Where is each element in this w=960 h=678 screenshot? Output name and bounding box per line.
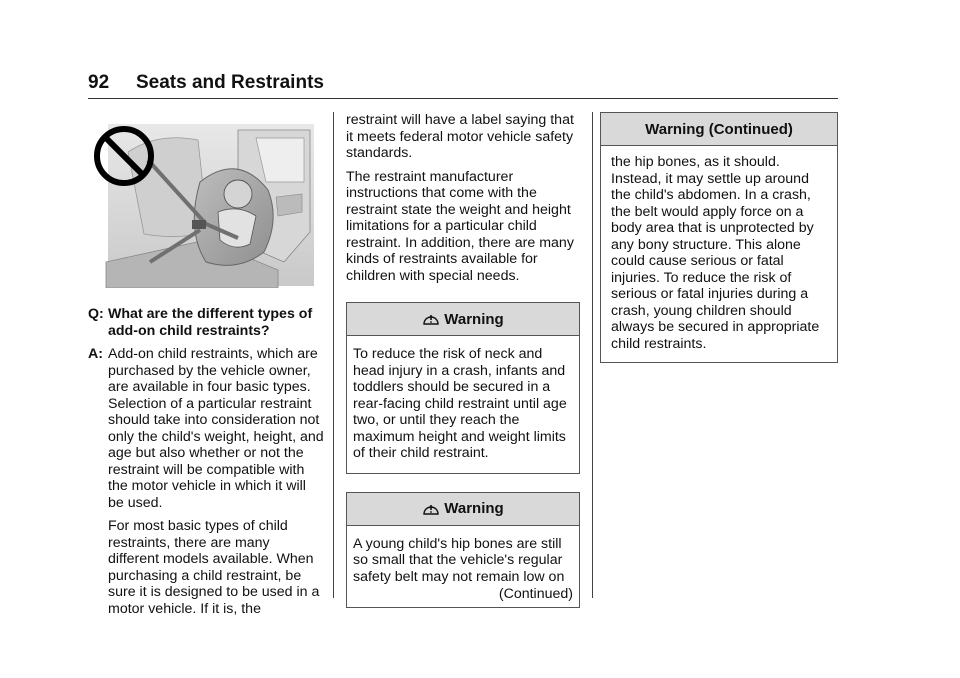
question-block — [88, 306, 324, 339]
answer-label: A: — [88, 346, 103, 362]
question-label: Q: — [88, 306, 104, 322]
warning-title: Warning — [444, 310, 504, 328]
question-text: What are the different types of add-on child restraints? — [108, 306, 313, 339]
right-column — [600, 112, 838, 363]
warning-box — [346, 302, 580, 474]
warning-title: Warning — [444, 500, 504, 517]
body-paragraph: restraint will have a label saying that it meets federal motor vehicle safety standards. — [346, 112, 574, 161]
middle-column — [346, 112, 580, 608]
left-column — [88, 112, 324, 617]
warning-header — [601, 113, 837, 146]
warning-icon — [422, 500, 440, 518]
body-paragraph: The restraint manufacturer instructions that come with the restraint state the weight and height limitations for a particular child restraint. In addition, there are many kinds of restraints available for children with special needs. — [346, 168, 574, 284]
warning-header — [347, 493, 579, 526]
warning-text: A young child's hip bones are still so small that the vehicle's regular safety belt may not remain low on — [353, 535, 565, 585]
warning-icon — [422, 310, 440, 328]
warning-header — [347, 303, 579, 336]
prohibition-icon — [92, 124, 156, 188]
section-title: Seats and Restraints — [136, 72, 324, 93]
warning-box — [346, 492, 580, 608]
column-divider — [333, 112, 334, 598]
page-number: 92 — [88, 72, 110, 93]
warning-text: To reduce the risk of neck and head injury in a crash, infants and toddlers should be secured in a rear-facing child restraint until age two, or until they reach the maximum height and weight limits of their child restraint. — [353, 346, 567, 461]
answer-block — [88, 346, 324, 617]
warning-title: Warning (Continued) — [645, 120, 793, 138]
warning-box-continued — [600, 112, 838, 363]
answer-paragraph: Add-on child restraints, which are purchased by the vehicle owner, are available in four basic types. Selection of a particular restraint should take into consideration not only the child's weight, height, and age but also whether or not the restraint will be compatible with the motor vehicle in which it will be used. — [108, 346, 324, 511]
warning-text: the hip bones, as it should. Instead, it may settle up around the child's abdomen. In a crash, the belt would apply force on a body area that is unprotected by any bony structure. This alone could cause serious or fatal injuries. To reduce the risk of serious or fatal injuries during a crash, young children should always be secured in appropriate child restraints. — [611, 154, 820, 352]
figure-illustration — [88, 112, 314, 288]
column-divider — [592, 112, 593, 598]
continued-label: (Continued) — [498, 586, 573, 602]
answer-paragraph: For most basic types of child restraints, there are many different models available. When purchasing a child restraint, be sure it is designed to be used in a motor vehicle. If it is, the — [108, 518, 320, 617]
page-header — [88, 68, 838, 99]
